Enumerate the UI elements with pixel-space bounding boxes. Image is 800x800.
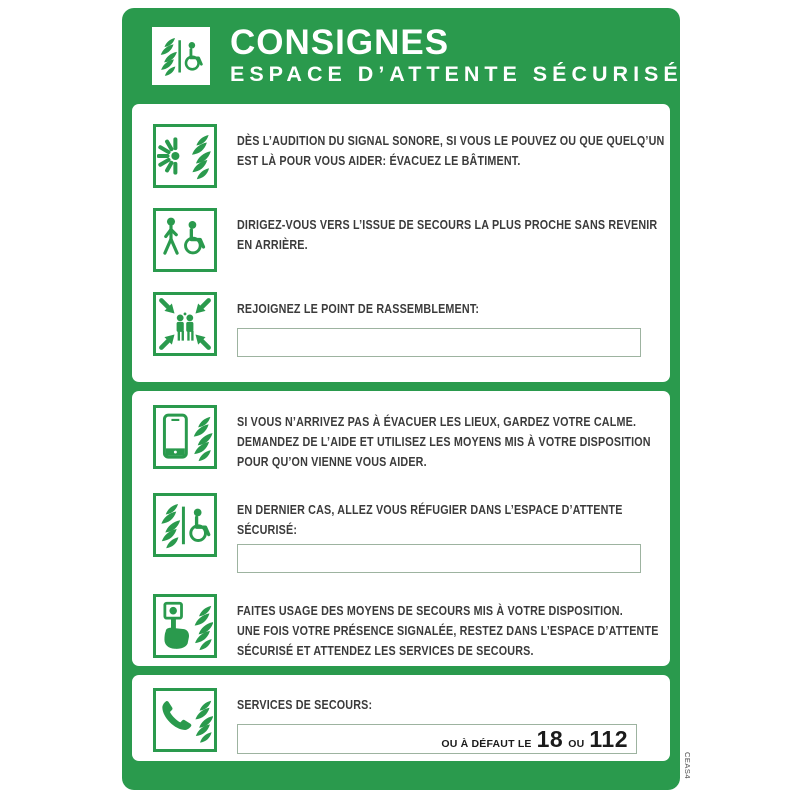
title-block [230, 22, 683, 88]
instruction-line: POUR QU’ON VIENNE VOUS AIDER. [237, 455, 427, 469]
instruction-line: SI VOUS N’ARRIVEZ PAS À ÉVACUER LES LIEUX, GARDEZ VOTRE CALME. [237, 415, 637, 429]
instruction-text [237, 688, 648, 754]
page-subtitle: ESPACE D’ATTENTE SÉCURISÉ [230, 61, 683, 86]
instruction-line: FAITES USAGE DES MOYENS DE SECOURS MIS À VOTRE DISPOSITION. [237, 604, 623, 618]
safety-sign [122, 8, 683, 790]
alarm-button-press-flames-icon [153, 594, 217, 658]
instruction-line: DÈS L’AUDITION DU SIGNAL SONORE, SI VOUS LE POUVEZ OU QUE QUELQ’UN [237, 134, 665, 148]
sign-header [122, 8, 683, 104]
instruction-row [132, 124, 670, 188]
telephone-flames-icon [153, 688, 217, 752]
instruction-text [237, 208, 658, 272]
instruction-line: DIRIGEZ-VOUS VERS L’ISSUE DE SECOURS LA PLUS PROCHE SANS REVENIR [237, 218, 658, 232]
instruction-text [237, 292, 648, 357]
instruction-text [237, 493, 648, 573]
secured-area-input[interactable] [238, 545, 640, 572]
instruction-text [237, 594, 659, 661]
instruction-line: UNE FOIS VOTRE PRÉSENCE SIGNALÉE, RESTEZ DANS L’ESPACE D’ATTENTE [237, 624, 659, 638]
emergency-services-field [237, 724, 637, 754]
assembly-point-field [237, 328, 641, 357]
instruction-line: EST LÀ POUR VOUS AIDER: ÉVACUEZ LE BÂTIMENT. [237, 154, 521, 168]
panel-emergency-services [132, 675, 670, 761]
smartphone-flames-icon [153, 405, 217, 469]
instruction-line: DEMANDEZ DE L’AIDE ET UTILISEZ LES MOYENS MIS À VOTRE DISPOSITION [237, 435, 651, 449]
emergency-number-112: 112 [589, 725, 628, 752]
instruction-row [132, 493, 670, 573]
page-title: CONSIGNES [230, 22, 450, 62]
instruction-line: EN ARRIÈRE. [237, 238, 308, 252]
instruction-line: SERVICES DE SECOURS: [237, 698, 373, 712]
instruction-line: REJOIGNEZ LE POINT DE RASSEMBLEMENT: [237, 302, 480, 316]
sound-signal-flames-icon [153, 124, 217, 188]
instruction-text [237, 405, 651, 472]
assembly-point-icon [153, 292, 217, 356]
fallback-prefix: OU À DÉFAUT LE [441, 737, 532, 750]
instruction-line: EN DERNIER CAS, ALLEZ VOUS RÉFUGIER DANS L’ESPACE D’ATTENTE [237, 503, 623, 517]
panels [122, 104, 680, 761]
instruction-line: SÉCURISÉ: [237, 523, 298, 537]
instruction-row [132, 688, 670, 754]
panel-evacuation [132, 104, 670, 382]
secured-waiting-area-icon [152, 27, 210, 85]
walking-person-wheelchair-icon [153, 208, 217, 272]
instruction-row [132, 292, 670, 357]
instruction-row [132, 208, 670, 272]
secured-waiting-area-icon [153, 493, 217, 557]
emergency-services-input[interactable] [238, 725, 441, 753]
instruction-text [237, 124, 665, 188]
panel-secured-area [132, 391, 670, 666]
instruction-line: SÉCURISÉ ET ATTENDEZ LES SERVICES DE SECOURS. [237, 644, 534, 658]
reference-code: CEAS4 [683, 752, 692, 780]
emergency-number-18: 18 [536, 725, 564, 752]
instruction-row [132, 594, 670, 661]
fallback-conjunction: OU [568, 737, 585, 750]
instruction-row [132, 405, 670, 472]
assembly-point-input[interactable] [238, 329, 640, 356]
secured-area-field [237, 544, 641, 573]
fallback-numbers [441, 725, 636, 752]
